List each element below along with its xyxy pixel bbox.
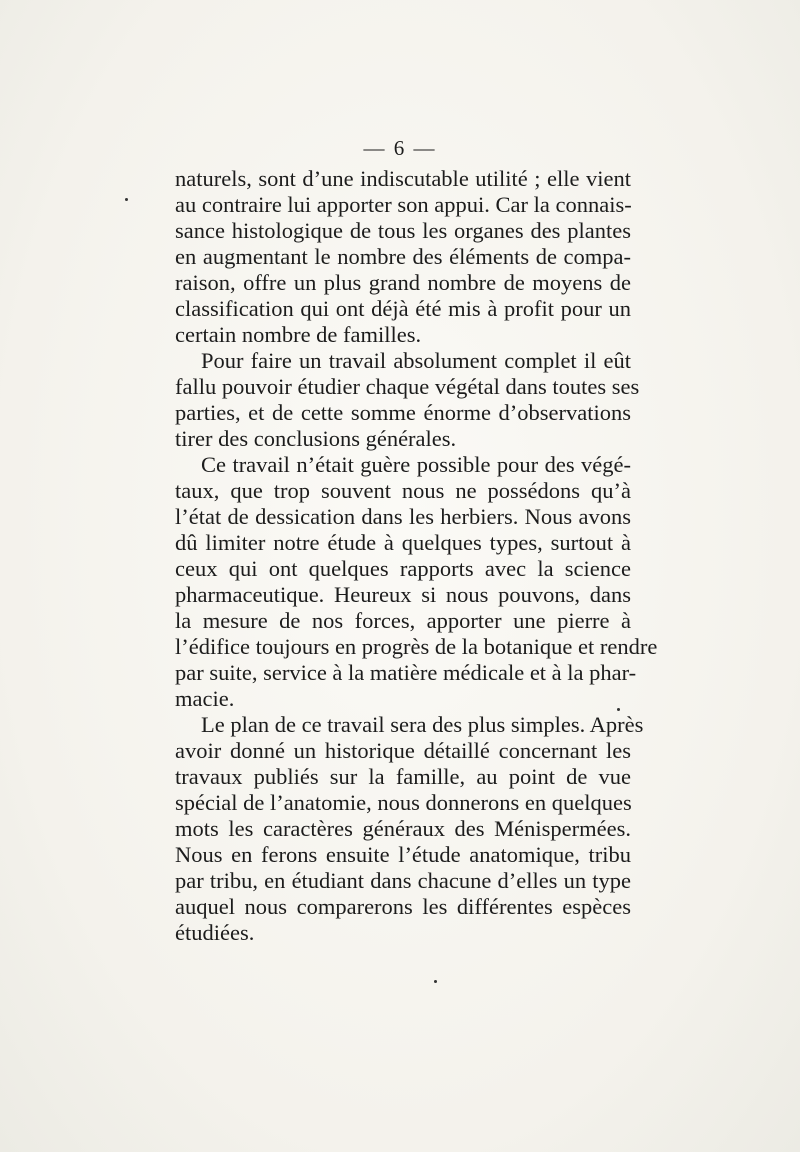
body-text <box>175 166 658 946</box>
text-line: mots les caractères généraux des Ménispermées. <box>175 816 631 841</box>
paragraph-3 <box>175 452 658 712</box>
text-line: l’état de dessication dans les herbiers. Nous avons <box>175 504 631 529</box>
text-line: certain nombre de familles. <box>175 322 422 347</box>
paragraph-1 <box>175 166 631 348</box>
paragraph-2 <box>175 348 640 452</box>
text-line: Ce travail n’était guère possible pour des végé- <box>201 452 631 477</box>
text-line: tirer des conclusions générales. <box>175 426 457 451</box>
text-line: Nous en ferons ensuite l’étude anatomique, tribu <box>175 842 631 867</box>
text-line: Le plan de ce travail sera des plus simples. Après <box>201 712 644 737</box>
text-line: travaux publiés sur la famille, au point de vue <box>175 764 631 789</box>
text-line: pharmaceutique. Heureux si nous pouvons, dans <box>175 582 631 607</box>
text-line: avoir donné un historique détaillé concernant les <box>175 738 631 763</box>
text-line: ceux qui ont quelques rapports avec la science <box>175 556 631 581</box>
text-line: par tribu, en étudiant dans chacune d’elles un type <box>175 868 631 893</box>
text-line: parties, et de cette somme énorme d’observations <box>175 400 631 425</box>
text-line: fallu pouvoir étudier chaque végétal dans toutes ses <box>175 374 640 399</box>
text-line: taux, que trop souvent nous ne possédons qu’à <box>175 478 631 503</box>
text-line: dû limiter notre étude à quelques types, surtout à <box>175 530 631 555</box>
text-line: classification qui ont déjà été mis à profit pour un <box>175 296 631 321</box>
text-line: auquel nous comparerons les différentes espèces <box>175 894 631 919</box>
text-line: naturels, sont d’une indiscutable utilité ; elle vient <box>175 166 631 191</box>
text-line: en augmentant le nombre des éléments de compa- <box>175 244 631 269</box>
print-speck <box>617 708 620 711</box>
text-line: la mesure de nos forces, apporter une pierre à <box>175 608 631 633</box>
text-line: spécial de l’anatomie, nous donnerons en quelques <box>175 790 632 815</box>
page-number: — 6 — <box>363 136 437 160</box>
text-line: étudiées. <box>175 920 255 945</box>
text-line: Pour faire un travail absolument complet il eût <box>201 348 631 373</box>
print-speck <box>434 980 437 983</box>
text-line: par suite, service à la matière médicale et à la phar- <box>175 660 637 685</box>
paragraph-4 <box>175 712 644 946</box>
text-line: macie. <box>175 686 235 711</box>
text-line: raison, offre un plus grand nombre de moyens de <box>175 270 631 295</box>
text-line: sance histologique de tous les organes des plantes <box>175 218 631 243</box>
text-line: l’édifice toujours en progrès de la botanique et rendre <box>175 634 658 659</box>
print-speck <box>125 198 128 201</box>
text-line: au contraire lui apporter son appui. Car la connais- <box>175 192 632 217</box>
